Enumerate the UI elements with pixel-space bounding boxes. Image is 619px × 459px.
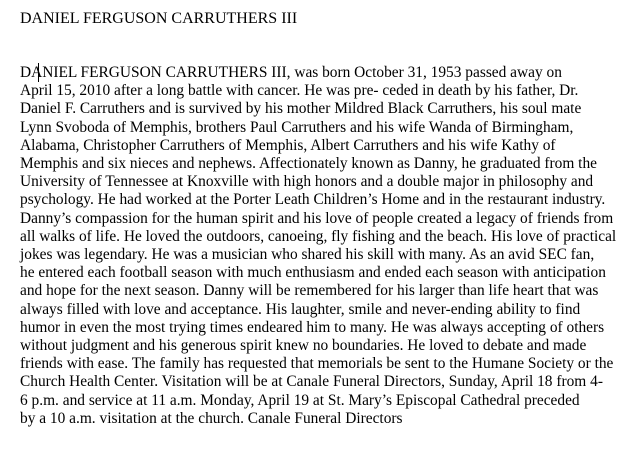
body-line: Church Health Center. Visitation will be at Canale Funeral Directors, Sunday, April 18 from 4- xyxy=(20,373,603,391)
body-line: Memphis and six nieces and nephews. Affectionately known as Danny, he graduated from the xyxy=(20,155,597,173)
body-line: always filled with love and acceptance. His laughter, smile and never-ending ability to find xyxy=(20,300,581,318)
body-line: psychology. He had worked at the Porter Leath Children’s Home and in the restaurant industry. xyxy=(20,191,606,209)
body-line: he entered each football season with much enthusiasm and ended each season with anticipation xyxy=(20,264,606,282)
document-body[interactable] xyxy=(20,64,619,428)
body-line: friends with ease. The family has requested that memorials be sent to the Humane Society or the xyxy=(20,355,614,373)
body-line: 6 p.m. and service at 11 a.m. Monday, April 19 at St. Mary’s Episcopal Cathedral preceded xyxy=(20,391,580,409)
body-line: University of Tennessee at Knoxville with high honors and a double major in philosophy and xyxy=(20,173,594,191)
body-line: April 15, 2010 after a long battle with cancer. He was pre- ceded in death by his father, Dr. xyxy=(20,82,579,100)
body-line: all walks of life. He loved the outdoors, canoeing, fly fishing and the beach. His love of practical xyxy=(20,227,617,245)
body-line: by a 10 a.m. visitation at the church. Canale Funeral Directors xyxy=(20,409,403,427)
body-line: humor in even the most trying times endeared him to many. He was always accepting of others xyxy=(20,318,605,336)
body-line: Alabama, Christopher Carruthers of Memphis, Albert Carruthers and his wife Kathy of xyxy=(20,136,556,154)
body-line: without judgment and his generous spirit knew no boundaries. He loved to debate and made xyxy=(20,337,587,355)
body-line: Daniel F. Carruthers and is survived by his mother Mildred Black Carruthers, his soul mate xyxy=(20,100,582,118)
body-line: jokes was legendary. He was a musician who shared his skill with many. As an avid SEC fan, xyxy=(20,246,595,264)
body-line: and hope for the next season. Danny will be remembered for his larger than life heart that was xyxy=(20,282,599,300)
body-line: Lynn Svoboda of Memphis, brothers Paul Carruthers and his wife Wanda of Birmingham, xyxy=(20,118,574,136)
body-line: Danny’s compassion for the human spirit and his love of people created a legacy of friends from xyxy=(20,209,614,227)
document-title: DANIEL FERGUSON CARRUTHERS III xyxy=(20,10,298,27)
body-line: DANIEL FERGUSON CARRUTHERS III, was born October 31, 1953 passed away on xyxy=(20,64,562,81)
